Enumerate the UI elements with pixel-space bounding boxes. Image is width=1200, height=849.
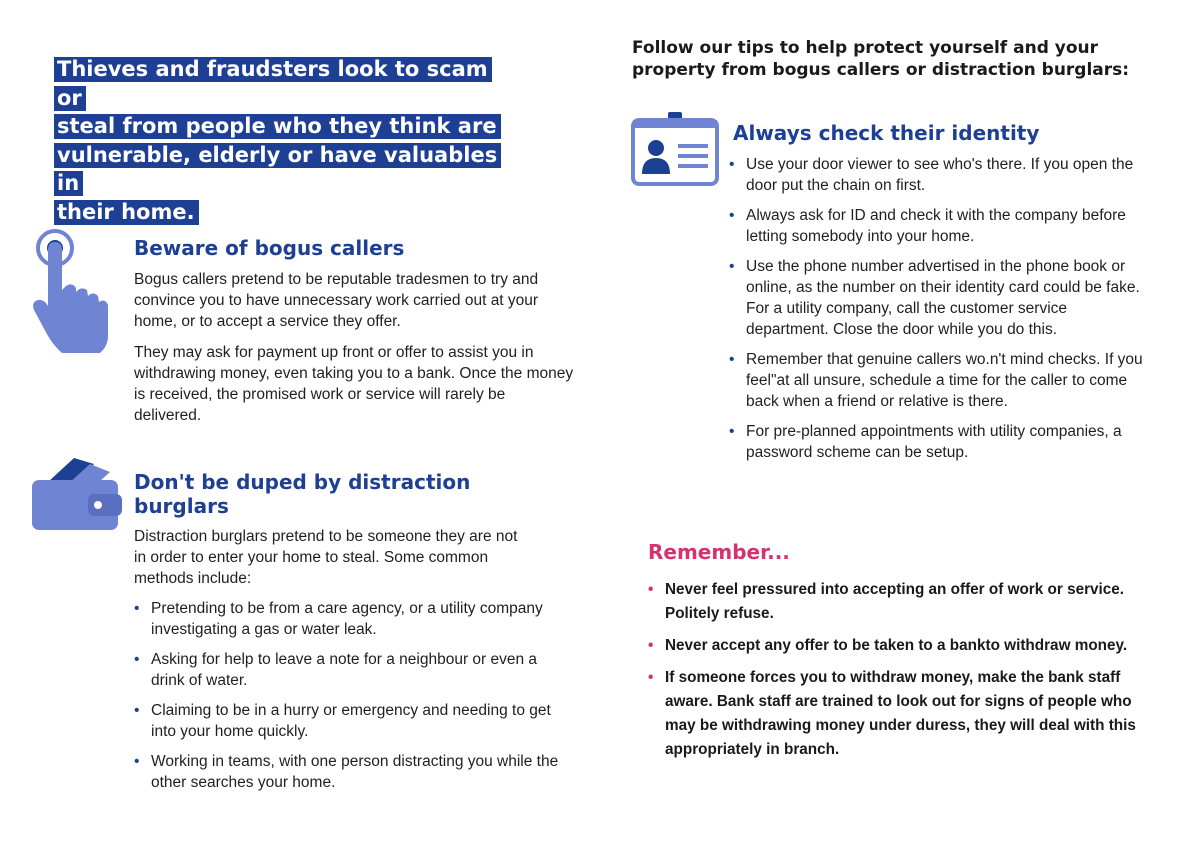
list-item: • Use the phone number advertised in the phone book or online, as the number on their identity card could be fake. For a utility company, call the customer service department. Close the door while you do this.	[729, 256, 1154, 340]
pointing-hand-icon	[26, 228, 112, 358]
bogus-callers-title: Beware of bogus callers	[134, 236, 405, 260]
list-item: • Use your door viewer to see who's there. If you open the door put the chain on first.	[729, 154, 1154, 196]
identity-list	[729, 154, 1154, 463]
remember-section	[648, 578, 1158, 770]
list-item: • Always ask for ID and check it with the company before letting somebody into your home.	[729, 205, 1154, 247]
intro-line: steal from people who they think are	[54, 114, 501, 139]
list-item: • Asking for help to leave a note for a neighbour or even a drink of water.	[134, 649, 564, 691]
list-item: • Pretending to be from a care agency, or a utility company investigating a gas or water leak.	[134, 598, 564, 640]
remember-title: Remember...	[648, 540, 790, 564]
id-card-icon	[630, 112, 720, 186]
intro-line: Thieves and fraudsters look to scam or	[54, 57, 492, 111]
intro-line: vulnerable, elderly or have valuables in	[54, 143, 501, 197]
list-item: • Never feel pressured into accepting an offer of work or service. Politely refuse.	[648, 578, 1158, 626]
intro-line: their home.	[54, 200, 199, 225]
wallet-icon	[28, 454, 124, 532]
bogus-callers-para-2: They may ask for payment up front or offer to assist you in withdrawing money, even taking you to a bank. Once the money is received, the promised work or service will rarely be delivered.	[134, 344, 574, 424]
list-item: • Never accept any offer to be taken to a bankto withdraw money.	[648, 634, 1158, 658]
distraction-list	[134, 598, 564, 793]
list-item: • If someone forces you to withdraw money, make the bank staff aware. Bank staff are trained to look out for signs of people who may be withdrawing money under duress, they will deal with this appropriately in branch.	[648, 666, 1158, 762]
list-item: • For pre-planned appointments with utility companies, a password scheme can be setup.	[729, 421, 1154, 463]
distraction-intro: Distraction burglars pretend to be someone they are not in order to enter your home to steal. Some common methods include:	[134, 528, 518, 587]
remember-list	[648, 578, 1158, 762]
bogus-callers-para-1: Bogus callers pretend to be reputable tradesmen to try and convince you to have unnecessary work carried out at your home, or to accept a service they offer.	[134, 271, 539, 330]
list-item: • Working in teams, with one person distracting you while the other searches your home.	[134, 751, 564, 793]
intro-highlight	[54, 55, 514, 226]
list-item: • Claiming to be in a hurry or emergency and needing to get into your home quickly.	[134, 700, 564, 742]
distraction-title: Don't be duped by distraction burglars	[134, 470, 471, 518]
list-item: • Remember that genuine callers wo.n't mind checks. If you feel"at all unsure, schedule a time for the caller to come back when a friend or relative is there.	[729, 349, 1154, 412]
bogus-callers-section	[134, 236, 574, 426]
distraction-section	[134, 470, 564, 802]
identity-section	[733, 121, 1173, 472]
identity-title: Always check their identity	[733, 121, 1040, 145]
tips-heading: Follow our tips to help protect yourself and your property from bogus callers or distraction burglars:	[632, 38, 1130, 80]
